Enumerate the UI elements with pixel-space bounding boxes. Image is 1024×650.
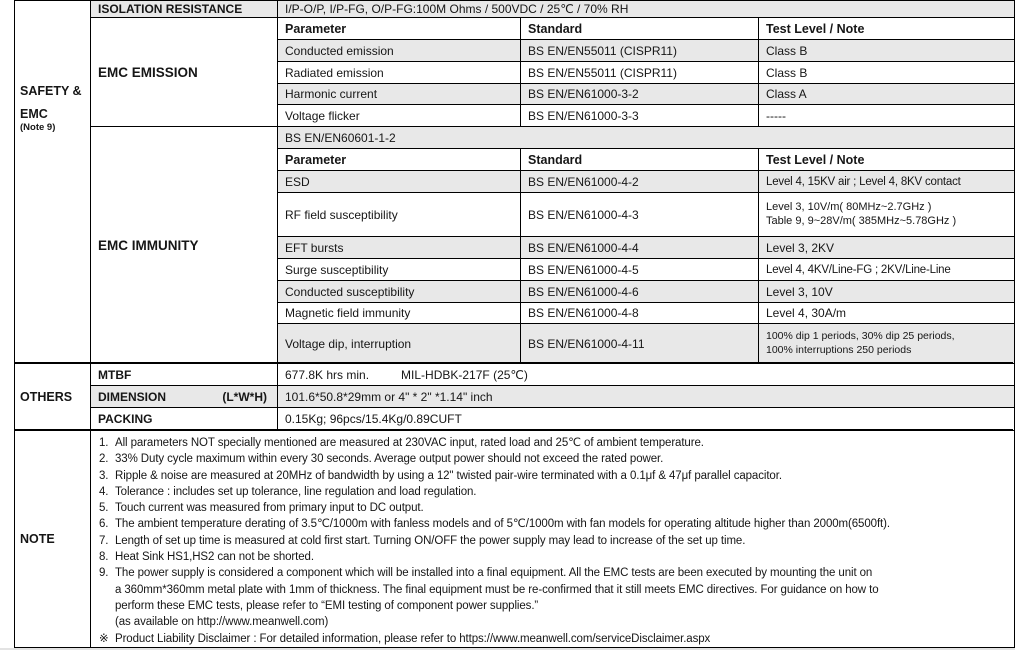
group-cell-note [15, 431, 91, 647]
packing-value: 0.15Kg; 96pcs/15.4Kg/0.89CUFT [278, 408, 1014, 431]
note-line-6: 6. The ambient temperature derating of 3.5℃/1000m with fanless models and of 5℃/1000m with fan models for operating altitude higher than 2000m(6500ft). [99, 518, 890, 531]
section-divider-others [15, 362, 1013, 364]
conducted-susceptibility-parameter: Conducted susceptibility [278, 281, 521, 303]
note-line-5: 5. Touch current was measured from primary input to DC output. [99, 502, 424, 515]
voltage-flicker-parameter: Voltage flicker [278, 105, 521, 127]
eft-bursts-parameter: EFT bursts [278, 237, 521, 259]
emc-immunity-label: EMC IMMUNITY [98, 237, 199, 253]
esd-level: Level 4, 15KV air ; Level 4, 8KV contact [759, 171, 1014, 193]
note-content [91, 431, 1014, 647]
dimension-value: 101.6*50.8*29mm or 4" * 2" *1.14" inch [278, 386, 1014, 408]
note-line-disclaimer: ※ Product Liability Disclaimer : For detailed information, please refer to https://www.meanwell.com/serviceDisclaimer.aspx [99, 632, 711, 645]
esd-standard: BS EN/EN61000-4-2 [521, 171, 759, 193]
note-line-4: 4. Tolerance : includes set up tolerance, line regulation and load regulation. [99, 485, 477, 498]
mtbf-label: MTBF [91, 364, 278, 386]
conducted-emission-level: Class B [759, 40, 1014, 62]
group-cell-others [15, 364, 91, 431]
section-divider-note [15, 429, 1013, 431]
note-line-3: 3. Ripple & noise are measured at 20MHz of bandwidth by using a 12" twisted pair-wire terminated with a 0.1μf & 47μf parallel capacitor. [99, 469, 782, 482]
voltage-dip-standard: BS EN/EN61000-4-11 [521, 324, 759, 364]
note-line-8: 8. Heat Sink HS1,HS2 can not be shorted. [99, 551, 314, 564]
immunity-header-test-level: Test Level / Note [759, 149, 1014, 171]
conducted-emission-standard: BS EN/EN55011 (CISPR11) [521, 40, 759, 62]
group-label-safety-emc [20, 84, 82, 134]
others-label: OTHERS [20, 389, 73, 404]
note-line-9c: perform these EMC tests, please refer to “EMI testing of component power supplies.” [115, 599, 539, 612]
emc-immunity-label-cell [91, 127, 278, 364]
harmonic-current-level: Class A [759, 84, 1014, 105]
conducted-susceptibility-standard: BS EN/EN61000-4-6 [521, 281, 759, 303]
group-cell-safety-emc [15, 1, 91, 364]
emc-emission-label: EMC EMISSION [98, 64, 198, 80]
voltage-flicker-level: ----- [759, 105, 1014, 127]
note-line-9: 9. The power supply is considered a component which will be installed into a final equipment. All the EMC tests are been executed by mounting the unit on [99, 567, 873, 580]
radiated-emission-parameter: Radiated emission [278, 62, 521, 84]
emission-header-test-level: Test Level / Note [759, 18, 1014, 40]
magnetic-field-parameter: Magnetic field immunity [278, 303, 521, 324]
radiated-emission-standard: BS EN/EN55011 (CISPR11) [521, 62, 759, 84]
note-line-7: 7. Length of set up time is measured at cold first start. Turning ON/OFF the power supply may lead to increase of the set up time. [99, 534, 746, 547]
conducted-emission-parameter: Conducted emission [278, 40, 521, 62]
eft-bursts-level: Level 3, 2KV [759, 237, 1014, 259]
immunity-header-parameter: Parameter [278, 149, 521, 171]
surge-parameter: Surge susceptibility [278, 259, 521, 281]
mtbf-value: 677.8K hrs min. MIL-HDBK-217F (25℃) [278, 364, 1014, 386]
emc-emission-label-cell [91, 18, 278, 127]
immunity-header-standard: Standard [521, 149, 759, 171]
surge-level: Level 4, 4KV/Line-FG ; 2KV/Line-Line [759, 259, 1014, 281]
isolation-resistance-value: I/P-O/P, I/P-FG, O/P-FG:100M Ohms / 500VDC / 25℃ / 70% RH [278, 1, 1014, 18]
harmonic-current-parameter: Harmonic current [278, 84, 521, 105]
safety-label-line2: EMC [20, 107, 48, 121]
note-line-9d: (as available on http://www.meanwell.com) [115, 616, 329, 629]
magnetic-field-level: Level 4, 30A/m [759, 303, 1014, 324]
dimension-label: DIMENSION (L*W*H) [91, 386, 278, 408]
conducted-susceptibility-level: Level 3, 10V [759, 281, 1014, 303]
magnetic-field-standard: BS EN/EN61000-4-8 [521, 303, 759, 324]
rf-field-standard: BS EN/EN61000-4-3 [521, 193, 759, 237]
note-line-1: 1. All parameters NOT specially mentioned are measured at 230VAC input, rated load and 25℃ of ambient temperature. [99, 437, 704, 449]
voltage-flicker-standard: BS EN/EN61000-3-3 [521, 105, 759, 127]
voltage-dip-level: 100% dip 1 periods, 30% dip 25 periods, 100% interruptions 250 periods [759, 324, 1014, 364]
packing-label: PACKING [91, 408, 278, 431]
immunity-span-standard: BS EN/EN60601-1-2 [278, 127, 1014, 149]
safety-note-ref: (Note 9) [20, 122, 56, 133]
rf-field-parameter: RF field susceptibility [278, 193, 521, 237]
radiated-emission-level: Class B [759, 62, 1014, 84]
note-label: NOTE [20, 531, 55, 546]
isolation-resistance-label: ISOLATION RESISTANCE [91, 1, 278, 18]
note-line-2: 2. 33% Duty cycle maximum within every 30 seconds. Average output power should not exceed the rated power. [99, 453, 664, 466]
voltage-dip-parameter: Voltage dip, interruption [278, 324, 521, 364]
esd-parameter: ESD [278, 171, 521, 193]
rf-field-level: Level 3, 10V/m( 80MHz~2.7GHz ) Table 9, 9~28V/m( 385MHz~5.78GHz ) [759, 193, 1014, 237]
spec-table [14, 0, 1015, 648]
eft-bursts-standard: BS EN/EN61000-4-4 [521, 237, 759, 259]
emission-header-parameter: Parameter [278, 18, 521, 40]
harmonic-current-standard: BS EN/EN61000-3-2 [521, 84, 759, 105]
emission-header-standard: Standard [521, 18, 759, 40]
note-line-9b: a 360mm*360mm metal plate with 1mm of thickness. The final equipment must be re-confirmed that it still meets EMC directives. For guidance on how to [115, 583, 879, 596]
safety-label-line1: SAFETY & [20, 84, 82, 98]
surge-standard: BS EN/EN61000-4-5 [521, 259, 759, 281]
